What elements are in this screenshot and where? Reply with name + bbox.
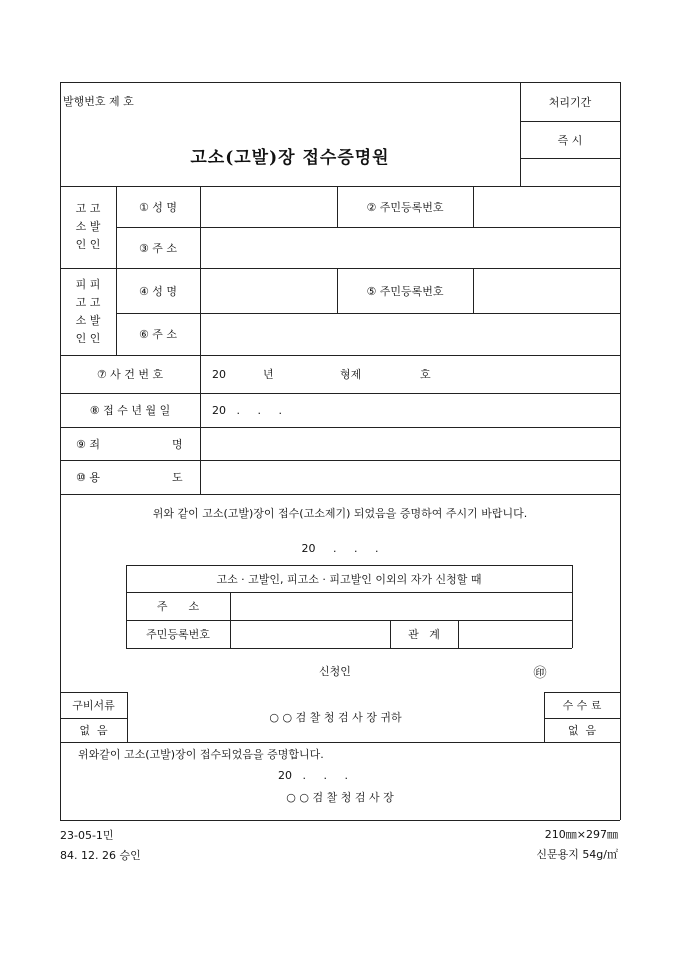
certify-date: 20 . . . — [278, 768, 348, 782]
receipt-date-value: 20 . . . — [212, 403, 282, 417]
complainant-group-label: 고 고 소 발 인 인 — [75, 202, 101, 251]
paper-size: 210㎜×297㎜ — [544, 828, 618, 841]
request-date: 20 . . . — [301, 541, 379, 555]
applicant-label: 신청인 — [319, 665, 351, 678]
purpose-label-suffix: 도 — [172, 471, 183, 484]
proxy-rrn-field[interactable] — [234, 620, 386, 648]
case-number-unit: 호 — [420, 368, 431, 381]
proxy-address-label: 주 소 — [156, 600, 200, 613]
receipt-date-label: ⑧ 접 수 년 월 일 — [89, 404, 171, 417]
accused-group-label: 피 피 고 고 소 발 인 인 — [75, 277, 101, 345]
case-number-label: ⑦ 사 건 번 호 — [96, 368, 164, 381]
addressee: ○ ○ 검 찰 청 검 사 장 귀하 — [269, 711, 402, 724]
complainant-rrn-label: ② 주민등록번호 — [366, 200, 444, 214]
paper-type: 신문용지 54g/㎡ — [536, 848, 618, 861]
request-statement: 위와 같이 고소(고발)장이 접수(고소제기) 되었음을 증명하여 주시기 바랍니다. — [152, 507, 528, 520]
form-title: 고소(고발)장 접수증명원 — [190, 147, 390, 168]
seal-mark-icon: ㊞ — [533, 665, 547, 681]
purpose-field[interactable] — [204, 460, 616, 494]
crime-field[interactable] — [204, 427, 616, 460]
proxy-relation-label: 관 계 — [408, 628, 440, 641]
accused-address-label: ⑥ 주 소 — [138, 328, 178, 341]
complainant-address-field[interactable] — [204, 227, 616, 268]
required-docs-value: 없 음 — [79, 724, 108, 737]
purpose-label: ⑩ 용 — [76, 471, 100, 484]
fee-label: 수 수 료 — [562, 699, 602, 712]
proxy-address-field[interactable] — [234, 592, 568, 620]
proxy-relation-field[interactable] — [462, 620, 568, 648]
approval-date: 84. 12. 26 승인 — [60, 849, 141, 862]
accused-rrn-field[interactable] — [477, 268, 617, 313]
accused-rrn-label: ⑤ 주민등록번호 — [366, 284, 444, 298]
case-number-type: 형제 — [340, 368, 362, 381]
complainant-rrn-field[interactable] — [477, 186, 617, 227]
processing-period-label: 처리기간 — [548, 95, 592, 109]
case-number-year-unit: 년 — [263, 368, 274, 381]
complainant-name-label: ① 성 명 — [138, 200, 178, 214]
complainant-address-label: ③ 주 소 — [138, 241, 178, 255]
crime-label-suffix: 명 — [172, 437, 183, 451]
form-number: 23-05-1민 — [60, 829, 114, 842]
fee-value: 없 음 — [567, 724, 597, 737]
accused-name-label: ④ 성 명 — [138, 284, 178, 298]
accused-name-field[interactable] — [204, 268, 334, 313]
complainant-name-field[interactable] — [204, 186, 334, 227]
proxy-rrn-label: 주민등록번호 — [146, 628, 210, 641]
issue-number: 발행번호 제 호 — [63, 95, 134, 108]
accused-address-field[interactable] — [204, 313, 616, 355]
crime-label: ⑨ 죄 — [76, 437, 100, 451]
processing-period-value: 즉 시 — [557, 133, 583, 147]
certify-statement: 위와같이 고소(고발)장이 접수되었음을 증명합니다. — [78, 748, 324, 761]
certify-signer: ○ ○ 검 찰 청 검 사 장 — [286, 791, 394, 804]
required-docs-label: 구비서류 — [72, 699, 115, 712]
case-number-year: 20 — [212, 367, 226, 381]
proxy-header: 고소 · 고발인, 피고소 · 피고발인 이외의 자가 신청할 때 — [216, 572, 482, 586]
